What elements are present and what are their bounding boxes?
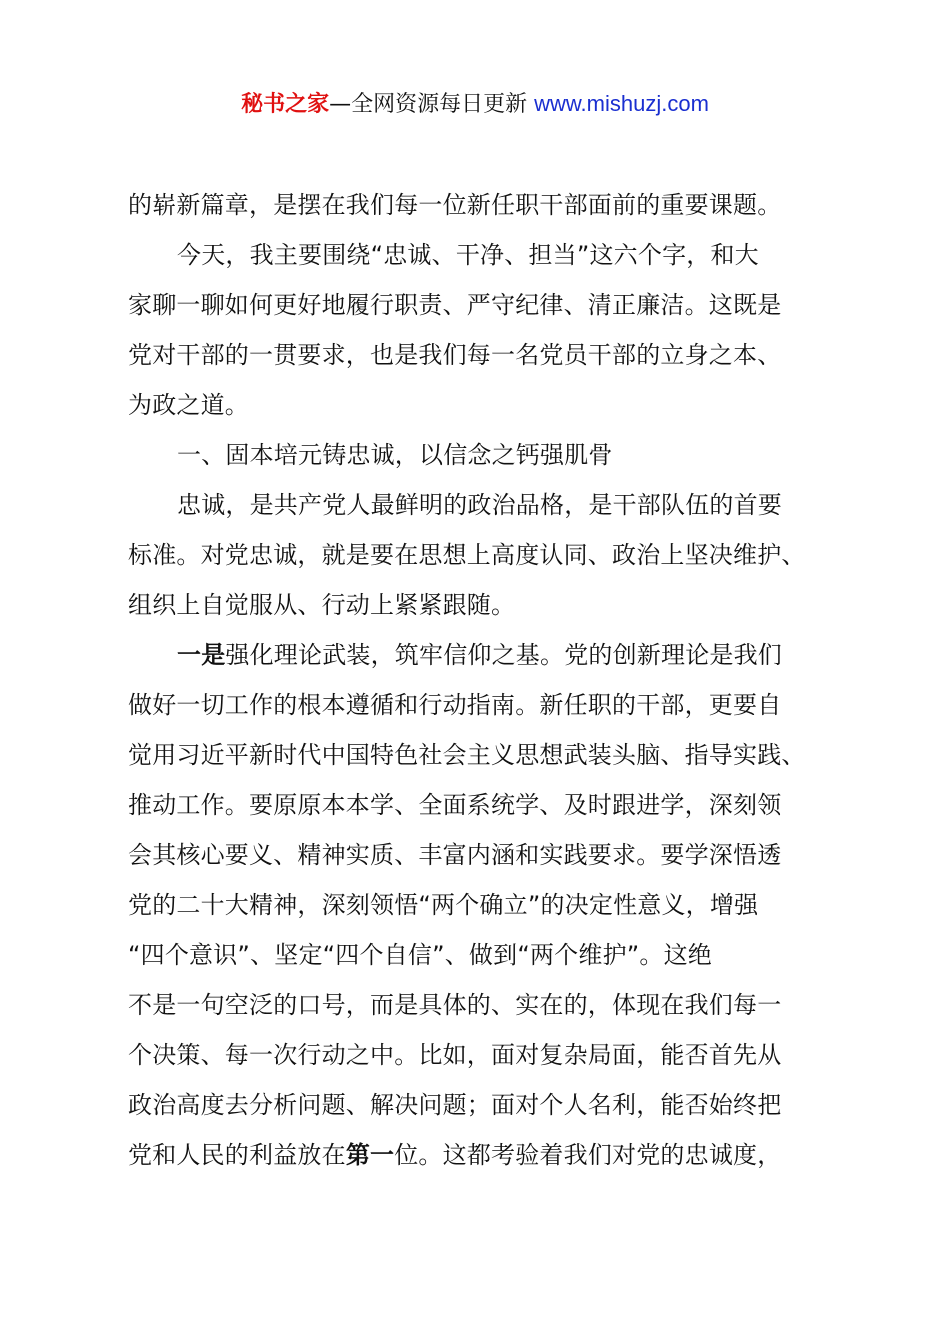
paragraph-text: 强化理论武装，筑牢信仰之基。党的创新理论是我们: [225, 641, 783, 669]
paragraph-text: 位。这都考验着我们对党的忠诚度，: [394, 1141, 782, 1169]
paragraph-line: 党的二十大精神，深刻领悟“两个确立”的决定性意义，增强: [128, 891, 759, 919]
bold-emphasis: 第一: [345, 1141, 395, 1169]
paragraph-line: [128, 630, 848, 680]
paragraph-line: 家聊一聊如何更好地履行职责、严守纪律、清正廉洁。这既是: [128, 291, 782, 319]
paragraph-line: 组织上自觉服从、行动上紧紧跟随。: [128, 591, 516, 619]
paragraph-line: 觉用习近平新时代中国特色社会主义思想武装头脑、指导实践、: [128, 741, 806, 769]
paragraph-line: 政治高度去分析问题、解决问题；面对个人名利，能否始终把: [128, 1091, 782, 1119]
paragraph-line: 不是一句空泛的口号，而是具体的、实在的，体现在我们每一: [128, 991, 782, 1019]
paragraph-line: 为政之道。: [128, 391, 249, 419]
brand-name: 秘书之家: [241, 92, 330, 117]
paragraph-line: 会其核心要义、精神实质、丰富内涵和实践要求。要学深悟透: [128, 841, 782, 869]
paragraph-line: 党对干部的一贯要求，也是我们每一名党员干部的立身之本、: [128, 341, 782, 369]
section-heading: 一、固本培元铸忠诚，以信念之钙强肌骨: [177, 441, 613, 469]
site-header: [0, 86, 950, 123]
paragraph-line: 个决策、每一次行动之中。比如，面对复杂局面，能否首先从: [128, 1041, 782, 1069]
paragraph-line: 做好一切工作的根本遵循和行动指南。新任职的干部，更要自: [128, 691, 782, 719]
paragraph-line: 标准。对党忠诚，就是要在思想上高度认同、政治上坚决维护、: [128, 541, 806, 569]
header-tagline: —全网资源每日更新: [329, 92, 535, 117]
paragraph-line: 的崭新篇章，是摆在我们每一位新任职干部面前的重要课题。: [128, 191, 782, 219]
site-url-link[interactable]: www.mishuzj.com: [534, 91, 709, 116]
paragraph-line: 推动工作。要原原本本学、全面系统学、及时跟进学，深刻领: [128, 791, 782, 819]
paragraph-line: 今天，我主要围绕“忠诚、干净、担当”这六个字，和大: [177, 241, 759, 269]
paragraph-text: 党和人民的利益放在: [128, 1141, 346, 1169]
paragraph-line: “四个意识”、坚定“四个自信”、做到“两个维护”。这绝: [128, 941, 712, 969]
paragraph-line: [128, 1130, 848, 1180]
document-body: [128, 180, 848, 1180]
point-lead: 一是: [177, 641, 226, 669]
paragraph-line: 忠诚，是共产党人最鲜明的政治品格，是干部队伍的首要: [177, 491, 782, 519]
